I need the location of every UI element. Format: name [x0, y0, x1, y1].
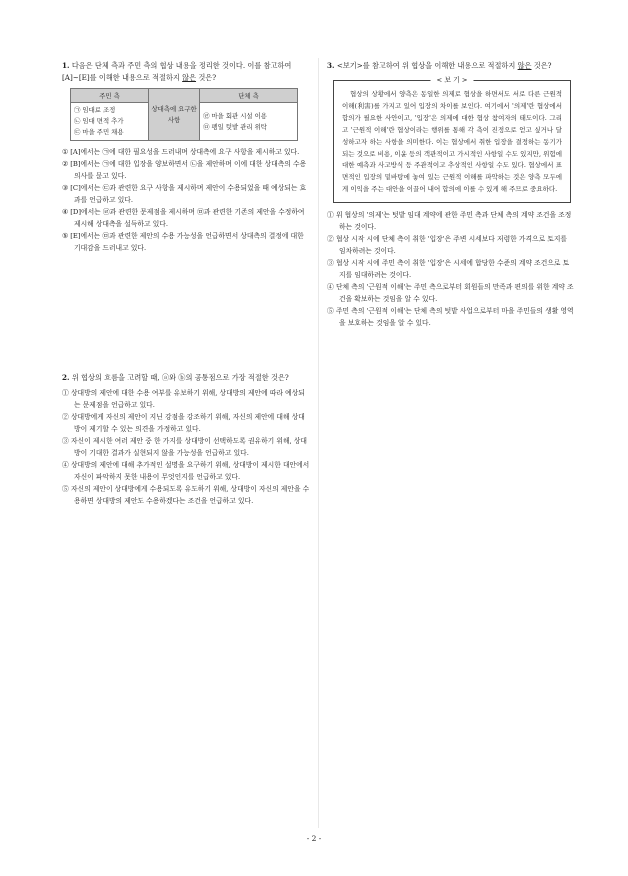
- question-2-options: [62, 387, 310, 507]
- question-number: 1.: [62, 61, 70, 70]
- option[interactable]: ⑤ [E]에서는 ㉤과 관련한 제안의 수용 가능성을 언급하면서 상대측의 결정에 대한 기대감을 드러내고 있다.: [62, 232, 304, 252]
- bogi-box: [333, 76, 571, 203]
- question-number: 3.: [327, 61, 335, 70]
- question-1: [62, 60, 310, 254]
- negotiation-table: [70, 88, 298, 141]
- table-cell-right: [200, 103, 298, 141]
- question-1-options: [62, 146, 310, 254]
- question-1-stem: [62, 60, 310, 84]
- question-3-stem: [327, 60, 575, 72]
- table-item: ㉠ 임대료 조정: [74, 106, 116, 114]
- table-header-right: 단체 측: [200, 89, 298, 103]
- option[interactable]: ④ 상대방의 제안에 대해 추가적인 설명을 요구하기 위해, 상대방이 제시한 대안에서 자신이 파악하지 못한 내용이 무엇인지를 언급하고 있다.: [62, 461, 310, 481]
- stem-text: 위 협상의 흐름을 고려할 때, ⓐ와 ⓑ의 공통점으로 가장 적절한 것은?: [71, 373, 289, 382]
- option[interactable]: ⑤ 자신의 제안이 상대방에게 수용되도록 유도하기 위해, 상대방이 자신의 제안을 수용하면 상대방의 제안도 수용하겠다는 조건을 언급하고 있다.: [62, 485, 310, 505]
- option[interactable]: ④ [D]에서는 ㉣과 관련한 문제점을 제시하며 ㉤과 관련한 기존의 제안을 수정하여 제시해 상대측을 설득하고 있다.: [62, 208, 305, 228]
- column-divider: [318, 58, 319, 828]
- stem-text-end: 것은?: [196, 73, 217, 82]
- option[interactable]: ③ [C]에서는 ㉢과 관련한 요구 사항을 제시하며 제안이 수용되었을 때 예상되는 효과를 언급하고 있다.: [62, 184, 307, 204]
- option[interactable]: ② 협상 시작 시에 단체 측이 취한 '입장'은 주변 시세보다 저렴한 가격으로 토지를 임차하려는 것이다.: [327, 235, 567, 256]
- option[interactable]: ① 위 협상의 '의제'는 텃밭 임대 계약에 관한 주민 측과 단체 측의 계약 조건을 조정하는 것이다.: [327, 211, 572, 232]
- stem-text: <보기>를 참고하여 위 협상을 이해한 내용으로 적절하지: [336, 61, 518, 70]
- option[interactable]: ⑤ 주민 측의 '근원적 이해'는 단체 측의 텃밭 사업으로부터 마을 주민들의 생활 영역을 보호하는 것임을 알 수 있다.: [327, 307, 574, 328]
- option[interactable]: ③ 자신이 제시한 여러 제안 중 한 가지를 상대방이 선택하도록 권유하기 위해, 상대방이 기대한 결과가 실현되지 않을 가능성을 언급하고 있다.: [62, 437, 307, 457]
- question-3-options: [327, 209, 575, 329]
- option[interactable]: ③ 협상 시작 시에 주민 측이 취한 '입장'은 시세에 합당한 수준의 계약 조건으로 토지를 임대하려는 것이다.: [327, 259, 570, 280]
- table-cell-left: [71, 103, 149, 141]
- table-item: ㉣ 마을 회관 시설 이용: [203, 111, 267, 120]
- right-column: [327, 60, 575, 329]
- stem-text: 다음은 단체 측과 주민 측의 협상 내용을 정리한 것이다. 이를 참고하여 [A]~[E]를 이해한 내용으로 적절하지: [62, 61, 292, 82]
- stem-text-end: 것은?: [531, 61, 552, 70]
- table-item: ㉡ 임대 면적 추가: [74, 117, 124, 125]
- question-number: 2.: [62, 373, 70, 382]
- table-item: ㉤ 펭일 텃밭 관리 위탁: [203, 122, 267, 131]
- option[interactable]: ② [B]에서는 ㉠에 대한 입장을 양보하면서 ㉡을 제안하며 이에 대한 상대측의 수용 의사를 묻고 있다.: [62, 160, 307, 180]
- bogi-title: < 보 기 >: [430, 75, 473, 86]
- stem-underline: 않은: [182, 73, 197, 82]
- table-header-mid: 상대측에 요구한 사항: [149, 89, 200, 141]
- question-2-stem: [62, 372, 310, 384]
- option[interactable]: ① [A]에서는 ㉠에 대한 필요성을 드러내며 상대측에 요구 사항을 제시하고 있다.: [62, 148, 300, 156]
- question-2: [62, 372, 310, 507]
- bogi-text: 협상의 상황에서 양측은 동일한 의제로 협상을 하면서도 서로 다른 근원적 이해(利害)를 가지고 있어 입장의 차이를 보인다. 여기에서 '의제'란 협상에서 합의가 필요한 사안이고, '입장'은 의제에 대한 협상 참여자의 태도이다. 그리고 '근원적 이해'란 협상이라는 행위를 통해 각 측이 진정으로 얻고 싶거나 달성하고자 하는 사항을 의미한다. 이는 협상에서 취한 입장을 결정하는 동기가 되는 것으로 비용, 이윤 등의 객관적이고 가시적인 사항일 수도 있지만, 위험에 대한 예측과 사고방식 등 주관적이고 추상적인 사항일 수도 있다. 협상에서 표면적인 입장의 밑바탕에 놓여 있는 근원적 이해를 파악하는 것은 양측 모두에게 이익을 주는 대안을 이끌어 내어 합의에 이를 수 있게 해 주므로 중요하다.: [342, 90, 562, 194]
- page-number: - 2 -: [306, 834, 322, 843]
- option[interactable]: ① 상대방의 제안에 대한 수용 여부를 유보하기 위해, 상대방의 제안에 따라 예상되는 문제점을 언급하고 있다.: [62, 389, 305, 409]
- table-header-left: 주민 측: [71, 89, 149, 103]
- table-item: ㉢ 마을 주민 채용: [74, 128, 124, 136]
- option[interactable]: ② 상대방에게 자신의 제안이 지닌 강점을 강조하기 위해, 자신의 제안에 대해 상대방이 제기할 수 있는 의견을 가정하고 있다.: [62, 413, 305, 433]
- stem-underline: 않은: [517, 61, 532, 70]
- question-3: [327, 60, 575, 329]
- left-column: [62, 60, 310, 507]
- option[interactable]: ④ 단체 측의 '근원적 이해'는 주민 측으로부터 회원들의 만족과 편의를 위한 계약 조건을 확보하는 것임을 알 수 있다.: [327, 283, 574, 304]
